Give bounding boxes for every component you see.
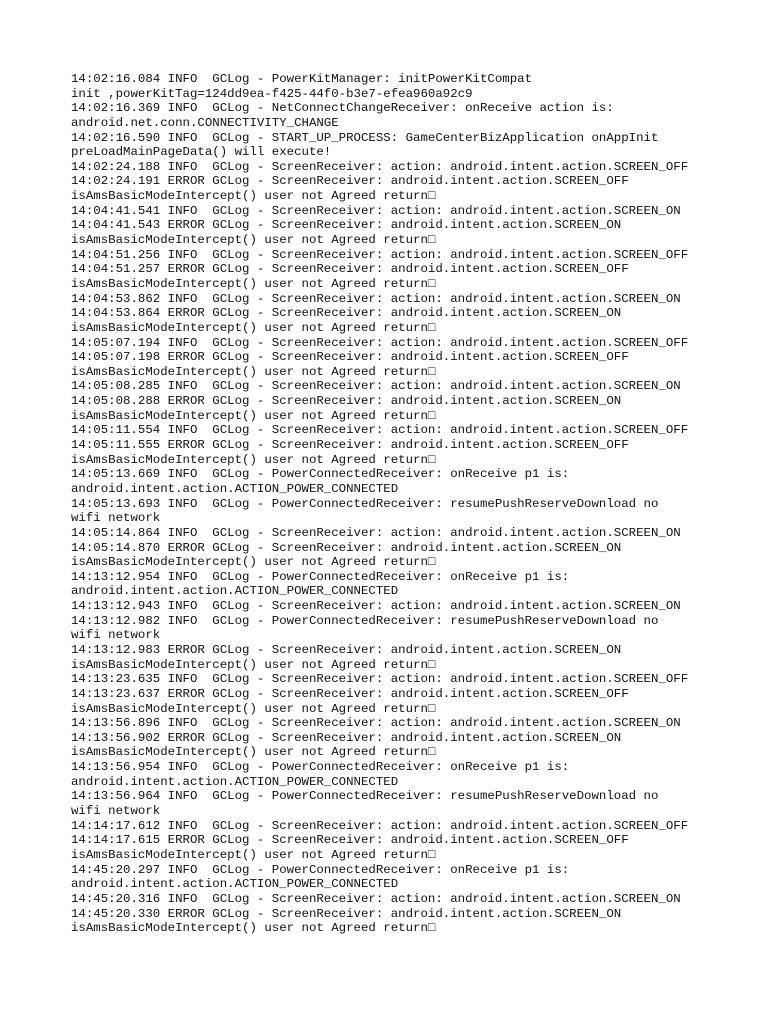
log-line: 14:05:11.555 ERROR GCLog - ScreenReceiver: android.intent.action.SCREEN_OFF xyxy=(71,438,629,453)
log-line: 14:13:23.637 ERROR GCLog - ScreenReceiver: android.intent.action.SCREEN_OFF xyxy=(71,686,629,701)
log-line: 14:02:16.084 INFO GCLog - PowerKitManager: initPowerKitCompat xyxy=(71,72,533,86)
log-line: 14:14:17.612 INFO GCLog - ScreenReceiver: action: android.intent.action.SCREEN_OFF xyxy=(71,818,689,833)
log-line: 14:02:16.590 INFO GCLog - START_UP_PROCESS: GameCenterBizApplication onAppInit xyxy=(71,130,659,145)
log-line: 14:45:20.330 ERROR GCLog - ScreenReceiver: android.intent.action.SCREEN_ON xyxy=(71,906,622,921)
log-document xyxy=(71,72,751,936)
log-line: 14:13:23.635 INFO GCLog - ScreenReceiver: action: android.intent.action.SCREEN_OFF xyxy=(71,672,689,687)
log-line: isAmsBasicModeIntercept() user not Agreed return□ xyxy=(71,364,436,379)
log-line: 14:05:08.288 ERROR GCLog - ScreenReceiver: android.intent.action.SCREEN_ON xyxy=(71,394,622,409)
log-line: 14:45:20.316 INFO GCLog - ScreenReceiver: action: android.intent.action.SCREEN_ON xyxy=(71,891,681,906)
log-line: 14:13:56.964 INFO GCLog - PowerConnectedReceiver: resumePushReserveDownload no xyxy=(71,789,659,804)
log-line: 14:05:07.198 ERROR GCLog - ScreenReceiver: android.intent.action.SCREEN_OFF xyxy=(71,350,629,365)
log-line: 14:05:08.285 INFO GCLog - ScreenReceiver: action: android.intent.action.SCREEN_ON xyxy=(71,379,681,394)
log-line: wifi network xyxy=(71,511,161,526)
log-line: isAmsBasicModeIntercept() user not Agreed return□ xyxy=(71,847,436,862)
log-line: isAmsBasicModeIntercept() user not Agreed return□ xyxy=(71,233,436,248)
log-line: isAmsBasicModeIntercept() user not Agreed return□ xyxy=(71,921,436,936)
log-line: 14:05:14.870 ERROR GCLog - ScreenReceiver: android.intent.action.SCREEN_ON xyxy=(71,540,622,555)
log-line: android.intent.action.ACTION_POWER_CONNECTED xyxy=(71,877,399,892)
log-line: 14:05:13.693 INFO GCLog - PowerConnectedReceiver: resumePushReserveDownload no xyxy=(71,496,659,511)
log-line: 14:13:56.896 INFO GCLog - ScreenReceiver: action: android.intent.action.SCREEN_ON xyxy=(71,716,681,731)
log-line: 14:02:24.191 ERROR GCLog - ScreenReceiver: android.intent.action.SCREEN_OFF xyxy=(71,174,629,189)
log-line: 14:05:11.554 INFO GCLog - ScreenReceiver: action: android.intent.action.SCREEN_OFF xyxy=(71,423,689,438)
log-line: isAmsBasicModeIntercept() user not Agreed return□ xyxy=(71,701,436,716)
log-line: 14:14:17.615 ERROR GCLog - ScreenReceiver: android.intent.action.SCREEN_OFF xyxy=(71,833,629,848)
log-line: isAmsBasicModeIntercept() user not Agreed return□ xyxy=(71,657,436,672)
log-line: 14:04:41.541 INFO GCLog - ScreenReceiver: action: android.intent.action.SCREEN_ON xyxy=(71,203,681,218)
log-line: 14:13:56.902 ERROR GCLog - ScreenReceiver: android.intent.action.SCREEN_ON xyxy=(71,730,622,745)
log-line: 14:04:53.862 INFO GCLog - ScreenReceiver: action: android.intent.action.SCREEN_ON xyxy=(71,291,681,306)
log-line: 14:13:12.983 ERROR GCLog - ScreenReceiver: android.intent.action.SCREEN_ON xyxy=(71,642,622,657)
log-line: init ,powerKitTag=124dd9ea-f425-44f0-b3e7-efea960a92c9 xyxy=(71,86,473,101)
log-line: isAmsBasicModeIntercept() user not Agreed return□ xyxy=(71,320,436,335)
log-line: 14:13:56.954 INFO GCLog - PowerConnectedReceiver: onReceive p1 is: xyxy=(71,760,570,775)
log-line: android.net.conn.CONNECTIVITY_CHANGE xyxy=(71,115,339,130)
log-line: 14:04:51.257 ERROR GCLog - ScreenReceiver: android.intent.action.SCREEN_OFF xyxy=(71,262,629,277)
log-line: isAmsBasicModeIntercept() user not Agreed return□ xyxy=(71,276,436,291)
log-line: isAmsBasicModeIntercept() user not Agreed return□ xyxy=(71,555,436,570)
log-line: isAmsBasicModeIntercept() user not Agreed return□ xyxy=(71,745,436,760)
log-line: 14:05:14.864 INFO GCLog - ScreenReceiver: action: android.intent.action.SCREEN_ON xyxy=(71,525,681,540)
log-line: 14:13:12.943 INFO GCLog - ScreenReceiver: action: android.intent.action.SCREEN_ON xyxy=(71,599,681,614)
log-line: isAmsBasicModeIntercept() user not Agreed return□ xyxy=(71,452,436,467)
log-line: 14:04:41.543 ERROR GCLog - ScreenReceiver: android.intent.action.SCREEN_ON xyxy=(71,218,622,233)
log-line: 14:05:13.669 INFO GCLog - PowerConnectedReceiver: onReceive p1 is: xyxy=(71,467,570,482)
log-line: android.intent.action.ACTION_POWER_CONNECTED xyxy=(71,481,399,496)
log-line: wifi network xyxy=(71,804,161,819)
log-line: 14:13:12.982 INFO GCLog - PowerConnectedReceiver: resumePushReserveDownload no xyxy=(71,613,659,628)
log-line: preLoadMainPageData() will execute! xyxy=(71,145,332,160)
log-line: android.intent.action.ACTION_POWER_CONNECTED xyxy=(71,584,399,599)
log-line: 14:04:51.256 INFO GCLog - ScreenReceiver: action: android.intent.action.SCREEN_OFF xyxy=(71,247,689,262)
log-line: 14:45:20.297 INFO GCLog - PowerConnectedReceiver: onReceive p1 is: xyxy=(71,862,570,877)
log-line: 14:02:24.188 INFO GCLog - ScreenReceiver: action: android.intent.action.SCREEN_OFF xyxy=(71,159,689,174)
log-line: 14:13:12.954 INFO GCLog - PowerConnectedReceiver: onReceive p1 is: xyxy=(71,569,570,584)
log-line: isAmsBasicModeIntercept() user not Agreed return□ xyxy=(71,408,436,423)
log-line: wifi network xyxy=(71,628,161,643)
log-line: 14:05:07.194 INFO GCLog - ScreenReceiver: action: android.intent.action.SCREEN_OFF xyxy=(71,335,689,350)
log-line: 14:02:16.369 INFO GCLog - NetConnectChangeReceiver: onReceive action is: xyxy=(71,101,614,116)
log-line: android.intent.action.ACTION_POWER_CONNECTED xyxy=(71,774,399,789)
log-line: 14:04:53.864 ERROR GCLog - ScreenReceiver: android.intent.action.SCREEN_ON xyxy=(71,306,622,321)
log-line: isAmsBasicModeIntercept() user not Agreed return□ xyxy=(71,189,436,204)
